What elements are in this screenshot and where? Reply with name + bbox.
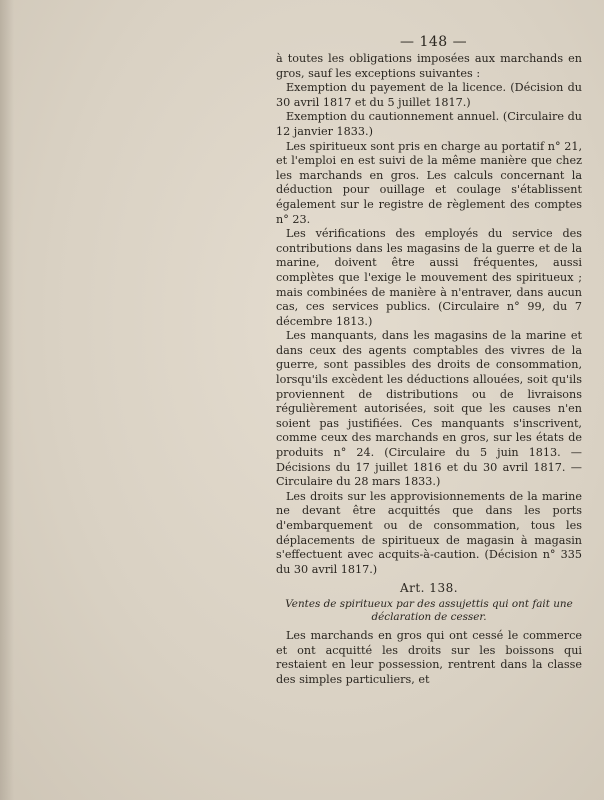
article-number: Art. 138. [399,581,459,596]
page-body [276,52,582,687]
paragraph: Les marchands en gros qui ont cessé le commerce et ont acquitté les droits sur les boissons qui restaient en leur possession, rentrent dans la classe des simples particuliers, et [276,628,582,686]
paragraph: Exemption du cautionnement annuel. (Circulaire du 12 janvier 1833.) [276,110,582,138]
paragraph: Les vérifications des employés du service des contributions dans les magasins de la guerre et de la marine, doivent être aussi fréquentes, aussi complètes que l'exige le mouvement des spiritueux ; mais combinées de manière à n'entraver, dans aucun cas, ces services publics. (Circulaire n° 99, du 7 décembre 1813.) [276,227,582,328]
paragraph: à toutes les obligations imposées aux marchands en gros, sauf les exceptions suivantes : [276,52,582,80]
paragraph: Les droits sur les approvisionnements de la marine ne devant être acquittés que dans les ports d'embarquement ou de consommation, tous les déplacements de spiritueux de magasin à magasin s'effectuent avec acquits-à-caution. (Décision n° 335 du 30 avril 1817.) [276,489,582,576]
paragraph: Les manquants, dans les magasins de la marine et dans ceux des agents comptables des vivres de la guerre, sont passibles des droits de consommation, lorsqu'ils excèdent les déductions allouées, soit qu'ils proviennent de distributions ou de livraisons régulièrement autorisées, soit que les causes n'en soient pas justifiées. Ces manquants s'inscrivent, comme ceux des marchands en gros, sur les états de produits n° 24. (Circulaire du 5 juin 1813. — Décisions du 17 juillet 1816 et du 30 avril 1817. — Circulaire du 28 mars 1833.) [276,329,582,489]
article-title: Ventes de spiritueux par des assujettis qui ont fait une déclaration de cesser. [285,597,573,623]
paragraph: Exemption du payement de la licence. (Décision du 30 avril 1817 et du 5 juillet 1817.) [276,81,582,109]
page-gutter-shadow [0,0,14,800]
page-number: — 148 — [400,34,468,50]
paragraph: Les spiritueux sont pris en charge au portatif n° 21, et l'emploi en est suivi de la même manière que chez les marchands en gros. Les calculs concernant la déduction pour ouillage et coulage s'établissent également sur le registre de règlement des comptes n° 23. [276,139,582,226]
